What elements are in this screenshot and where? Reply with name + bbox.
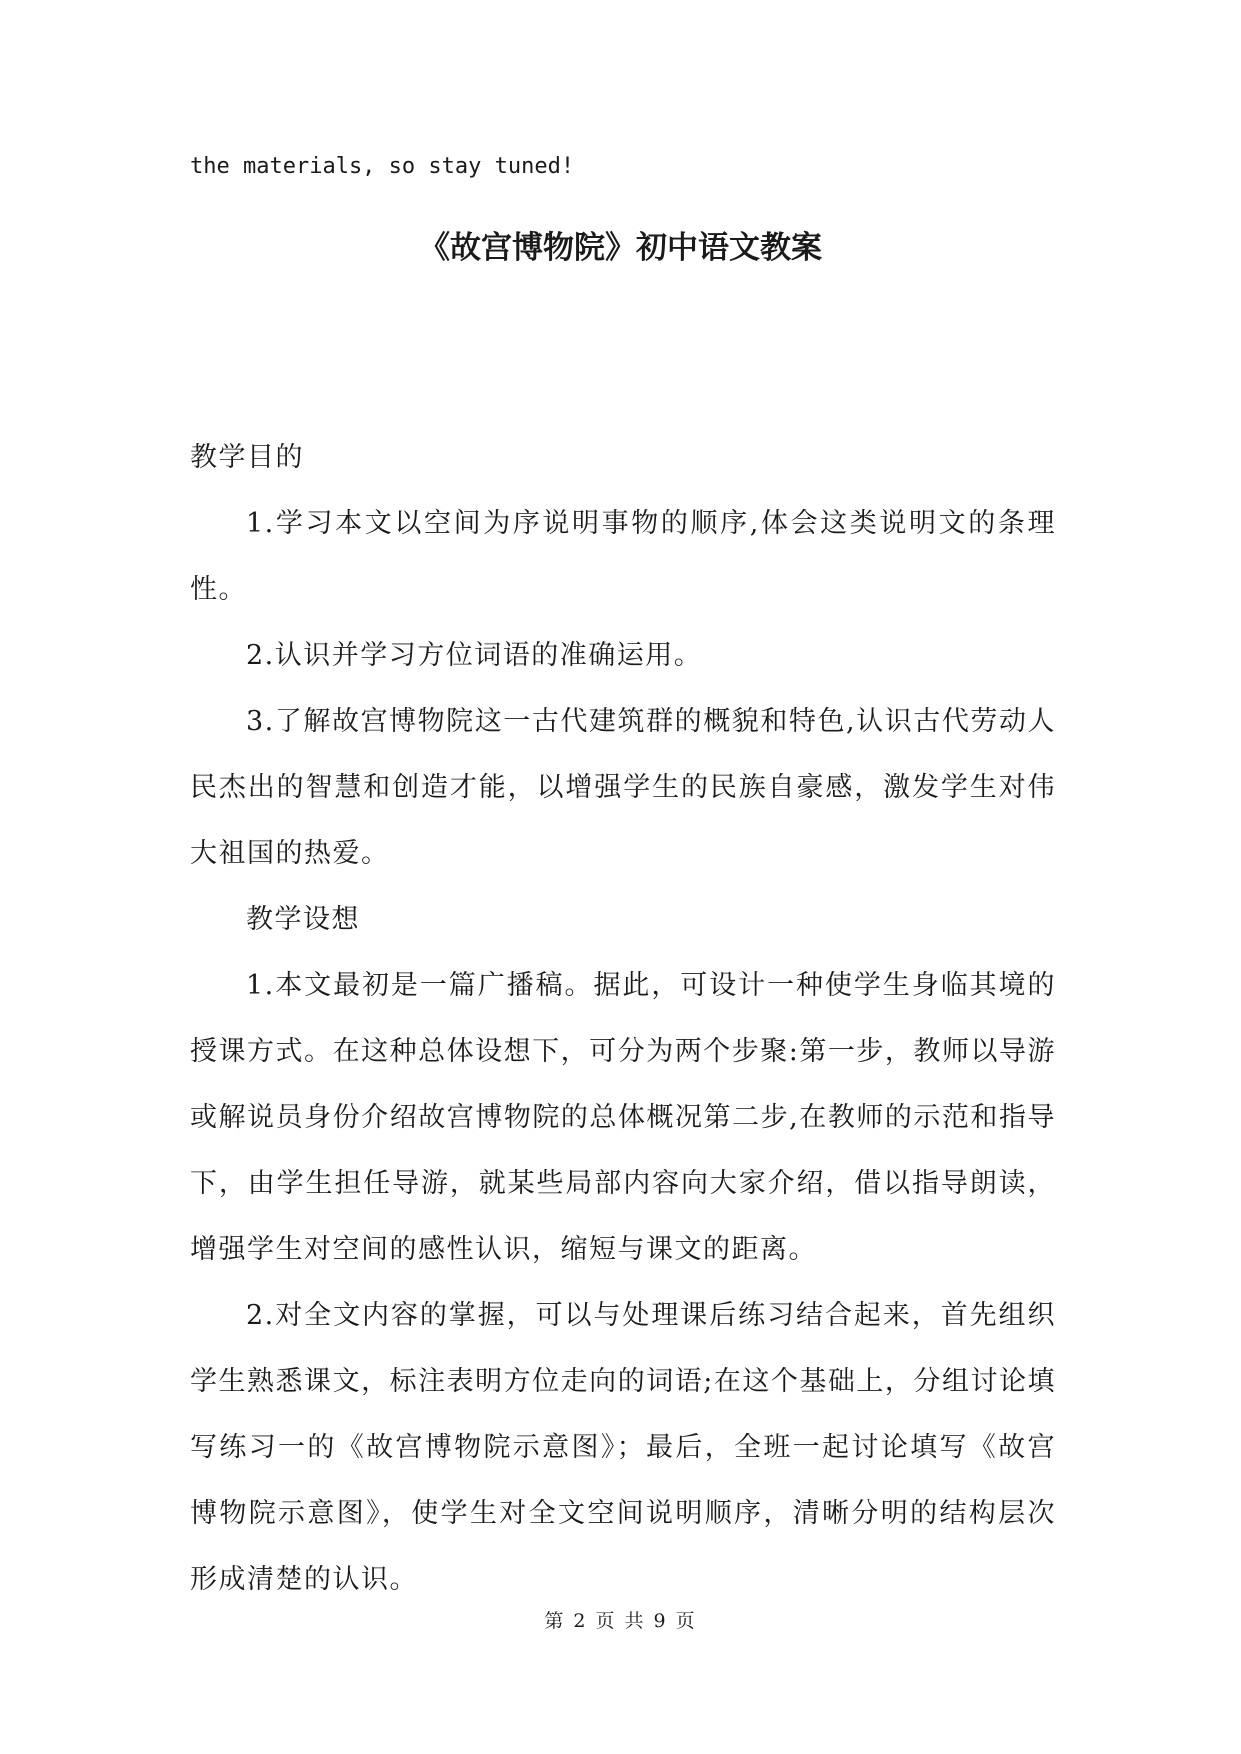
objective-item-3: 3.了解故宫博物院这一古代建筑群的概貌和特色,认识古代劳动人民杰出的智慧和创造才能，以增强学生的民族自豪感，激发学生对伟大祖国的热爱。 <box>190 706 1056 869</box>
document-body <box>190 425 1056 1613</box>
objectives-heading: 教学目的 <box>190 442 304 473</box>
document-title: 《故宫博物院》初中语文教案 <box>419 230 822 266</box>
design-item-1: 1.本文最初是一篇广播稿。据此，可设计一种使学生身临其境的授课方式。在这种总体设想下，可分为两个步聚:第一步，教师以导游或解说员身份介绍故宫博物院的总体概况第二步,在教师的示范和指导下，由学生担任导游，就某些局部内容向大家介绍，借以指导朗读，增强学生对空间的感性认识，缩短与课文的距离。 <box>190 970 1056 1265</box>
page-footer: 第 2 页 共 9 页 <box>544 1610 697 1632</box>
objective-item-2: 2.认识并学习方位词语的准确运用。 <box>246 640 703 671</box>
design-item-2: 2.对全文内容的掌握，可以与处理课后练习结合起来，首先组织学生熟悉课文，标注表明方位走向的词语;在这个基础上，分组讨论填写练习一的《故宫博物院示意图》；最后，全班一起讨论填写《故宫博物院示意图》，使学生对全文空间说明顺序，清晰分明的结构层次形成清楚的认识。 <box>190 1300 1056 1595</box>
carry-over-text: the materials, so stay tuned! <box>190 154 575 179</box>
design-heading: 教学设想 <box>246 904 360 935</box>
objective-item-1: 1.学习本文以空间为序说明事物的顺序,体会这类说明文的条理性。 <box>190 508 1056 605</box>
